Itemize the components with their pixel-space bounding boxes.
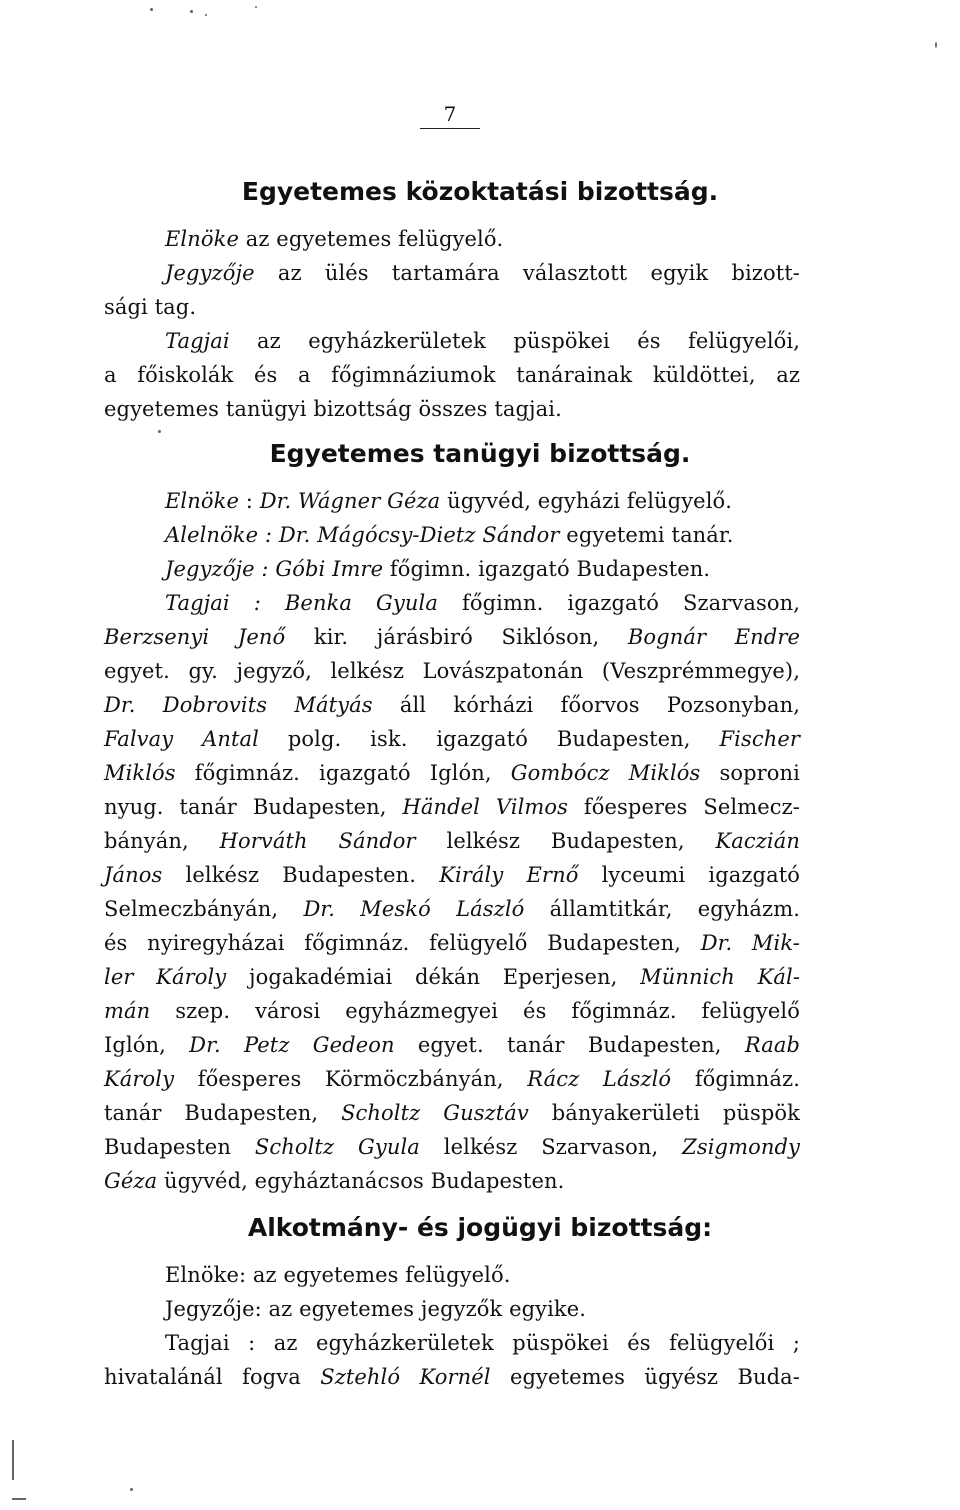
text-line: Iglón, Dr. Petz Gedeon egyet. tanár Budapesten, Raab <box>104 1033 800 1057</box>
text-line: Jegyzője : Góbi Imre főgimn. igazgató Budapesten. <box>165 557 711 581</box>
text-line: Tagjai : az egyházkerületek püspökei és felügyelői ; <box>165 1331 800 1355</box>
text-line: Károly főesperes Körmöczbányán, Rácz László főgimnáz. <box>104 1067 800 1091</box>
text-line: Elnöke : Dr. Wágner Géza ügyvéd, egyházi felügyelő. <box>165 489 733 513</box>
heading-alkotmany-bizottsag: Alkotmány- és jogügyi bizottság: <box>247 1213 713 1242</box>
text-line: Jegyzője az ülés tartamára választott egyik bizott- <box>165 261 800 285</box>
text-line: hivatalánál fogva Sztehló Kornél egyetemes ügyész Buda- <box>104 1365 800 1389</box>
heading-kozoktatasi-bizottsag: Egyetemes közoktatási bizottság. <box>241 177 719 206</box>
text-line: Falvay Antal polg. isk. igazgató Budapesten, Fischer <box>104 727 800 751</box>
text-line: Tagjai az egyházkerületek püspökei és felügyelői, <box>165 329 800 353</box>
text-line: Géza ügyvéd, egyháztanácsos Budapesten. <box>104 1169 565 1193</box>
text-line: Elnöke az egyetemes felügyelő. <box>165 227 504 251</box>
text-line: egyet. gy. jegyző, lelkész Lovászpatonán (Veszprémmegye), <box>104 659 800 683</box>
text-line: Selmeczbányán, Dr. Meskó László államtitkár, egyházm. <box>104 897 800 921</box>
text-line: Dr. Dobrovits Mátyás áll kórházi főorvos Pozsonyban, <box>104 693 800 717</box>
text-line: Alelnöke : Dr. Mágócsy-Dietz Sándor egyetemi tanár. <box>165 523 734 547</box>
text-line: tanár Budapesten, Scholtz Gusztáv bányakerületi püspök <box>104 1101 800 1125</box>
heading-tanugyi-bizottsag: Egyetemes tanügyi bizottság. <box>269 439 691 468</box>
text-line: egyetemes tanügyi bizottság összes tagjai. <box>104 397 562 421</box>
text-line: és nyiregyházai főgimnáz. felügyelő Budapesten, Dr. Mik- <box>104 931 801 955</box>
text-line: ler Károly jogakadémiai dékán Eperjesen, Münnich Kál- <box>104 965 801 989</box>
text-line: Jegyzője: az egyetemes jegyzők egyike. <box>165 1297 587 1321</box>
text-line: Tagjai : Benka Gyula főgimn. igazgató Szarvason, <box>165 591 800 615</box>
text-line: Elnöke: az egyetemes felügyelő. <box>165 1263 511 1287</box>
text-line: mán szep. városi egyházmegyei és főgimnáz. felügyelő <box>104 999 800 1023</box>
text-line: sági tag. <box>104 295 197 319</box>
text-line: János lelkész Budapesten. Király Ernő lyceumi igazgató <box>104 863 800 887</box>
text-line: Berzsenyi Jenő kir. járásbiró Siklóson, Bognár Endre <box>104 625 800 649</box>
text-line: Budapesten Scholtz Gyula lelkész Szarvason, Zsigmondy <box>104 1135 800 1159</box>
text-line: bányán, Horváth Sándor lelkész Budapesten, Kaczián <box>104 829 800 853</box>
text-line: nyug. tanár Budapesten, Händel Vilmos főesperes Selmecz- <box>104 795 801 819</box>
page-number: 7 <box>420 100 480 129</box>
text-line: a főiskolák és a főgimnáziumok tanárainak küldöttei, az <box>104 363 800 387</box>
text-line: Miklós főgimnáz. igazgató Iglón, Gombócz Miklós soproni <box>104 761 800 785</box>
